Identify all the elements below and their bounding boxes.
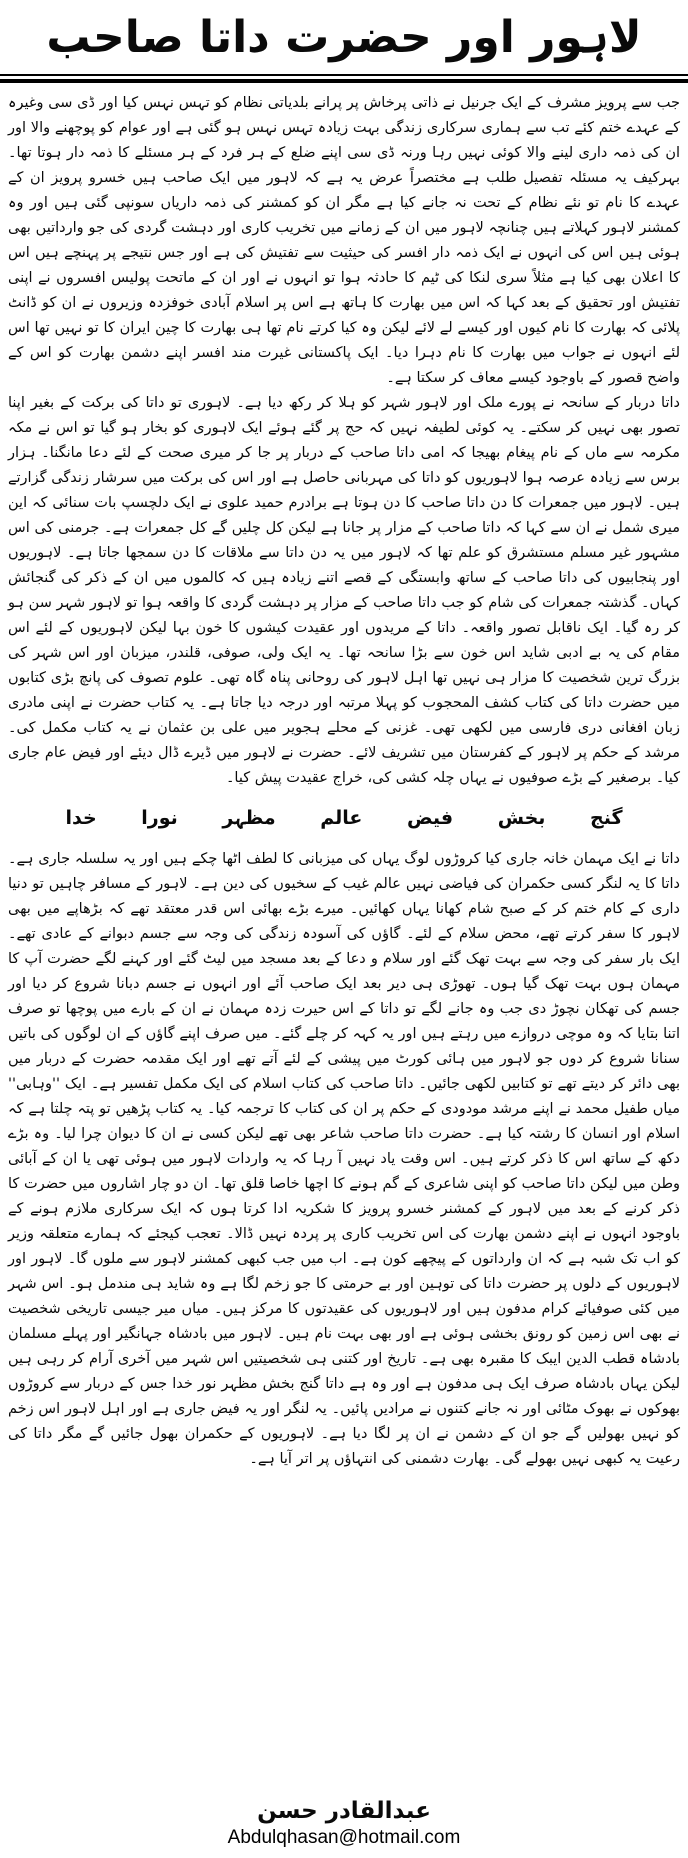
masthead (0, 0, 688, 72)
author-email: Abdulqhasan@hotmail.com (227, 1827, 461, 1849)
article-title: لاہور اور حضرت داتا صاحب (46, 12, 642, 63)
title-divider-thick-line (0, 79, 688, 83)
byline-block (154, 1797, 534, 1850)
article-body (0, 89, 688, 1472)
title-divider (0, 74, 688, 83)
author-signature: عبدالقادر حسن (257, 1798, 431, 1825)
paragraph-langar-conclusion: داتا نے ایک مہمان خانہ جاری کیا کروڑوں لوگ یہاں کی میزبانی کا لطف اٹھا چکے ہیں اور یہ سلسلہ جاری ہے۔ داتا کا یہ لنگر کسی حکمران کی فیاضی نہیں عالم غیب کے سخیوں کی دین ہے۔ لاہور کے مسافر چاہیں تو دنیا داری کے کام ختم کر کے صبح شام کھانا یہاں کھائیں۔ میرے بڑے بھائی اس قدر معتقد تھے کہ بڑھاپے میں بھی لاہور کا سفر کرتے تھے، محض سلام کے لئے۔ گاؤں کی آسودہ زندگی کی وجہ سے جسم دبوانے کے عادی تھے۔ ایک بار سفر کی وجہ سے بہت تھک گئے اور سلام و دعا کے بعد مسجد میں لیٹ گئے اور کہنے لگے حضرت آپ کا مہمان ہوں بہت تھک گیا ہوں۔ تھوڑی ہی دیر بعد ایک صاحب آئے اور انہوں نے جسم دبانا شروع کر دیا اور جسم کی تھکان نچوڑ دی جب وہ جانے لگے تو داتا کے اس حیرت زدہ مہمان نے ان کے بارے میں پوچھا تو صرف اتنا بتایا کہ وہ موچی دروازے میں رہتے ہیں اور یہ کہہ کر چلے گئے۔ میں صرف اپنے گاؤں کے ان لوگوں کی باتیں سنانا شروع کر دوں جو لاہور میں ہائی کورٹ میں پیشی کے لئے آتے تھے اور ایک مقدمہ حضرت کے دربار میں بھی دائر کر دیتے تھے تو کتابیں لکھی جائیں۔ داتا صاحب کی کتاب اسلام کی ایک مکمل تفسیر ہے۔ ایک ''وہابی'' میاں طفیل محمد نے اپنے مرشد مودودی کے حکم پر ان کی کتاب کا ترجمہ کیا۔ یہ کتاب پڑھیں تو پتہ چلتا ہے کہ اسلام اور انسان کا رشتہ کیا ہے۔ حضرت داتا صاحب شاعر بھی تھے لیکن کسی نے ان کا دیوان چرا لیا۔ وہ بڑے دکھ کے ساتھ اس کا ذکر کرتے ہیں۔ اس وقت یاد نہیں آ رہا کہ یہ واردات لاہور میں ہوئی تھی یا ان کے آبائی وطن میں لیکن داتا صاحب کو اپنی شاعری کے گم ہونے کا اچھا خاصا قلق تھا۔ ان دو چار اشاروں میں حضرت کا ذکر کرنے کے بعد میں لاہور کے کمشنر خسرو پرویز کا شکریہ ادا کرتا ہوں کہ ایک سرکاری ملازم ہونے کے باوجود انہوں نے اپنے دشمن بھارت کی اس تخریب کاری پر پردہ نہیں ڈالا۔ تعجب کیجئے کہ ہمارے متعلقہ وزیر کو اب تک شبہ ہے کہ ان وارداتوں کے پیچھے کون ہے۔ اب میں جب کبھی کمشنر لاہور سے ملوں گا۔ لاہور اور لاہوریوں کے دلوں پر حضرت داتا کی توہین اور بے حرمتی کا جو زخم لگا ہے وہ شاید ہی مندمل ہو۔ اس شہر میں کئی صوفیائے کرام مدفون ہیں اور لاہوریوں کی عقیدتوں کا مرکز ہیں۔ میاں میر جیسی تاریخی شخصیت نے بھی اس زمین کو رونق بخشی ہوئی ہے اور بھی بہت نام ہیں۔ لاہور میں بادشاہ جہانگیر اور پہلے مسلمان بادشاہ قطب الدین ایبک کا مقبرہ بھی ہے۔ تاریخ اور کتنی ہی شخصیتیں اس شہر میں آخری آرام کر رہی ہیں لیکن یہاں بادشاہ صرف ایک ہی مدفون ہے اور وہ ہے داتا گنج بخش مظہر نور خدا جس کے دربار سے کروڑوں بھوکوں نے بھوک مٹائی اور نہ جانے کتنوں نے مرادیں پائیں۔ یہ لنگر اور یہ فیض جاری ہے اور اہل لاہور اس زخم کو نہیں بھولیں گے جو ان کے دشمن نے ان پر لگا دیا ہے۔ لاہوریوں کے حکمران بھول جائیں گے مگر داتا کی رعیت یہ کبھی نہیں بھولے گی۔ بھارت دشمنی کی انتہاؤں پر اتر آیا ہے۔ (8, 851, 680, 1468)
paragraph-intro: جب سے پرویز مشرف کے ایک جرنیل نے ذاتی پرخاش پر پرانے بلدیاتی نظام کو تہس نہس کیا اور ڈی سی وغیرہ کے عہدے ختم کئے تب سے ہماری سرکاری زندگی بہت زیادہ تہس نہس ہو گئی ہے اور عوام کو پوچھنے والا اور ان کی ذمہ داری لینے والا کوئی نہیں رہا ورنہ ڈی سی اپنے ضلع کے ہر فرد کے ہر مسئلے کا ذمہ دار ہوتا تھا۔ بہرکیف یہ مسئلہ تفصیل طلب ہے مختصراً عرض یہ ہے کہ لاہور میں ایک صاحب ہیں خسرو پرویز ان کے عہدے کا نام تو نئے نظام کے تحت نہ جانے کیا ہے مگر ان کو کمشنر کی ذمہ داریاں سونپی گئی ہیں اور وہ کمشنر لاہور کہلاتے ہیں چنانچہ لاہور میں ان کے زمانے میں تخریب کاری اور دہشت گردی کی جو وارداتیں بھی ہوئی ہیں اس کی انہوں نے ایک ذمہ دار افسر کی حیثیت سے تفتیش کی ہے اور جس نتیجے پر پہنچے ہیں اس کا اعلان بھی کیا ہے مثلاً سری لنکا کی ٹیم کا حادثہ ہوا تو انہوں نے اور ان کے ماتحت پولیس افسروں نے اپنی تفتیش اور تحقیق کے بعد کہا کہ اس میں بھارت کا ہاتھ ہے اس پر اسلام آبادی خوفزدہ وزیروں نے ان کو ڈانٹ پلائی کہ بھارت کا نام کیوں اور کیسے لے لائے لیکن وہ کیا کرتے نام تھا ہی بھارت کا چین ایران کا تو نہیں تھا اس لئے انہوں نے جواب میں بھارت کا نام دہرا دیا۔ ایک پاکستانی غیرت مند افسر اپنے دشمن بھارت کو اس کے واضح قصور کے باوجود کیسے معاف کر سکتا ہے۔ (8, 95, 680, 387)
paragraph-data-darbar: داتا دربار کے سانحہ نے پورے ملک اور لاہور شہر کو ہلا کر رکھ دیا ہے۔ لاہوری تو داتا کی برکت کے بغیر اپنا تصور بھی نہیں کر سکتے۔ یہ کوئی لطیفہ نہیں کہ حج پر گئے ہوئے ایک لاہوری کو بخار ہو گیا تو اس نے مکہ مکرمہ سے ماں کے نام پیغام بھیجا کہ امی داتا صاحب کے دربار پر جا کر میری صحت کے لئے دعا مانگنا۔ ہزار برس سے زیادہ عرصہ ہوا لاہوریوں کو داتا کی مہربانی حاصل ہے اور اس کی برکت میں سرشار زندگی گزارتے ہیں۔ لاہور میں جمعرات کا دن داتا صاحب کا دن ہوتا ہے برادرم حمید علوی نے ایک دلچسپ بات سنائی کہ این میری شمل نے ان سے کہا کہ داتا صاحب کے مزار پر جانا ہے لیکن کل چلیں گے کل جمعرات ہے۔ جرمنی کی اس مشہور غیر مسلم مستشرق کو علم تھا کہ لاہور میں یہ دن داتا سے ملاقات کا دن سمجھا جاتا ہے۔ لاہوریوں اور پنجابیوں کی داتا صاحب کے ساتھ وابستگی کے قصے اتنے زیادہ ہیں کہ کالموں میں ان کے ذکر کی گنجائش کہاں۔ گذشتہ جمعرات کی شام کو جب داتا صاحب کے مزار پر دہشت گردی کا واقعہ ہوا تو لاہور شہر سن ہو کر رہ گیا۔ ایک ناقابل تصور واقعہ۔ داتا کے مریدوں اور عقیدت کیشوں کا خون بہا لیکن لاہوریوں کے لئے اس مقام کی یہ بے ادبی شاید اس خون سے بڑا سانحہ تھا۔ یہ ایک ولی، صوفی، قلندر، میزبان اور اس شہر کی بزرگ ترین شخصیت کا مزار ہی نہیں تھا اہل لاہور کی روحانی پناہ گاہ تھی۔ علوم تصوف کی پانچ بڑی کتابوں میں حضرت داتا کی کتاب کشف المحجوب کو پہلا مرتبہ اور درجہ دیا جاتا ہے۔ یہ کتاب حضرت نے اپنی مادری زبان افغانی دری فارسی میں لکھی تھی۔ غزنی کے محلے ہجویر میں علی بن عثمان نے یہ کتاب مکمل کی۔ مرشد کے حکم پر لاہور کے کفرستان میں تشریف لائے۔ حضرت نے لاہور میں ڈیرے ڈال دیئے اور فیض عام جاری کیا۔ برصغیر کے بڑے صوفیوں نے یہاں چلہ کشی کی، خراج عقیدت پیش کیا۔ (8, 395, 680, 787)
title-divider-thin-line (0, 74, 688, 76)
verse-line: گنج بخش فیض عالم مظہر نورا خدا (65, 807, 623, 830)
